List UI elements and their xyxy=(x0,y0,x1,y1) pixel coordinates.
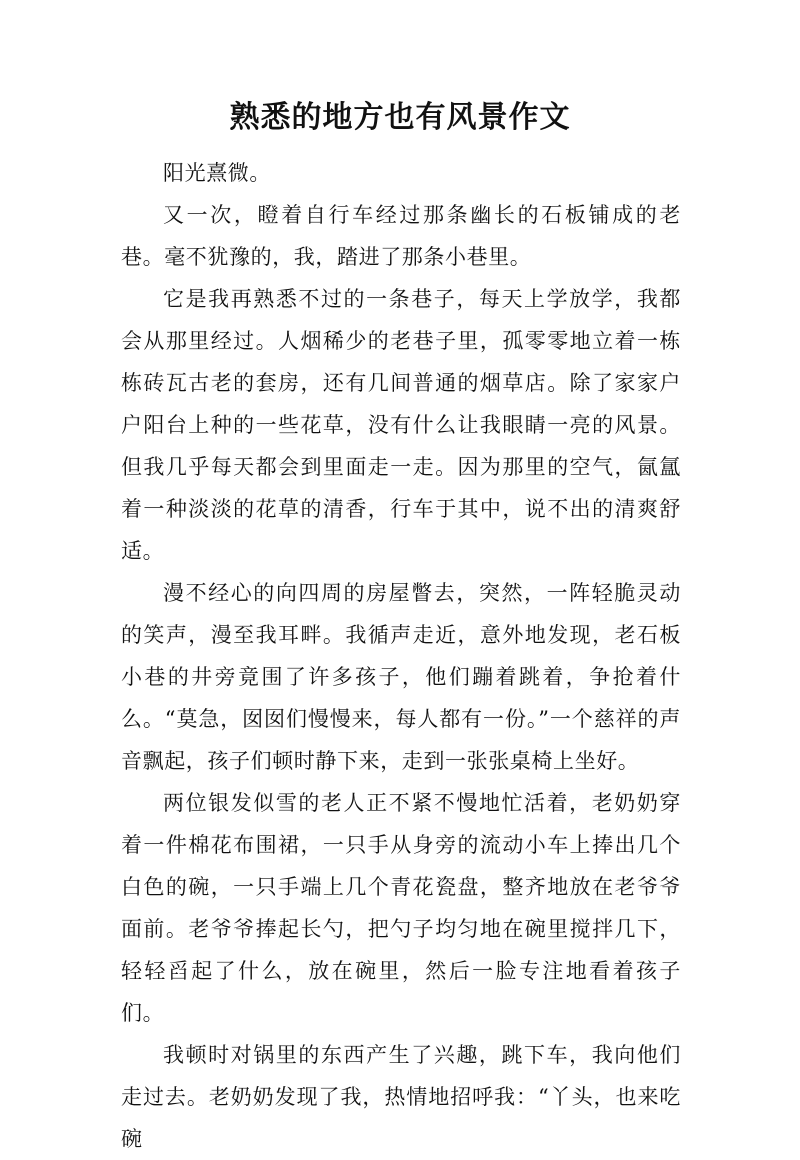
paragraph-5: 两位银发似雪的老人正不紧不慢地忙活着，老奶奶穿着一件棉花布围裙，一只手从身旁的流动小车上捧出几个白色的碗，一只手端上几个青花瓷盘，整齐地放在老爷爷面前。老爷爷捧起长勺，把勺子均匀地在碗里搅拌几下，轻轻舀起了什么，放在碗里，然后一脸专注地看着孩子们。 xyxy=(121,791,681,1025)
paragraph-6: 我顿时对锅里的东西产生了兴趣，跳下车，我向他们走过去。老奶奶发现了我，热情地招呼我：“丫头，也来吃碗 xyxy=(121,1043,681,1151)
paragraph-3: 它是我再熟悉不过的一条巷子，每天上学放学，我都会从那里经过。人烟稀少的老巷子里，孤零零地立着一栋栋砖瓦古老的套房，还有几间普通的烟草店。除了家家户户阳台上种的一些花草，没有什么让我眼睛一亮的风景。但我几乎每天都会到里面走一走。因为那里的空气，氤氲着一种淡淡的花草的清香，行车于其中，说不出的清爽舒适。 xyxy=(121,287,681,563)
paragraph-2: 又一次，瞪着自行车经过那条幽长的石板铺成的老巷。毫不犹豫的，我，踏进了那条小巷里。 xyxy=(121,203,681,269)
paragraph-1: 阳光熹微。 xyxy=(163,161,271,185)
document-body xyxy=(121,152,681,1160)
document-title: 熟悉的地方也有风景作文 xyxy=(229,100,571,135)
paragraph-4: 漫不经心的向四周的房屋瞥去，突然，一阵轻脆灵动的笑声，漫至我耳畔。我循声走近，意外地发现，老石板小巷的井旁竟围了许多孩子，他们蹦着跳着，争抢着什么。“莫急，囡囡们慢慢来，每人都有一份。”一个慈祥的声音飘起，孩子们顿时静下来，走到一张张桌椅上坐好。 xyxy=(121,581,681,773)
